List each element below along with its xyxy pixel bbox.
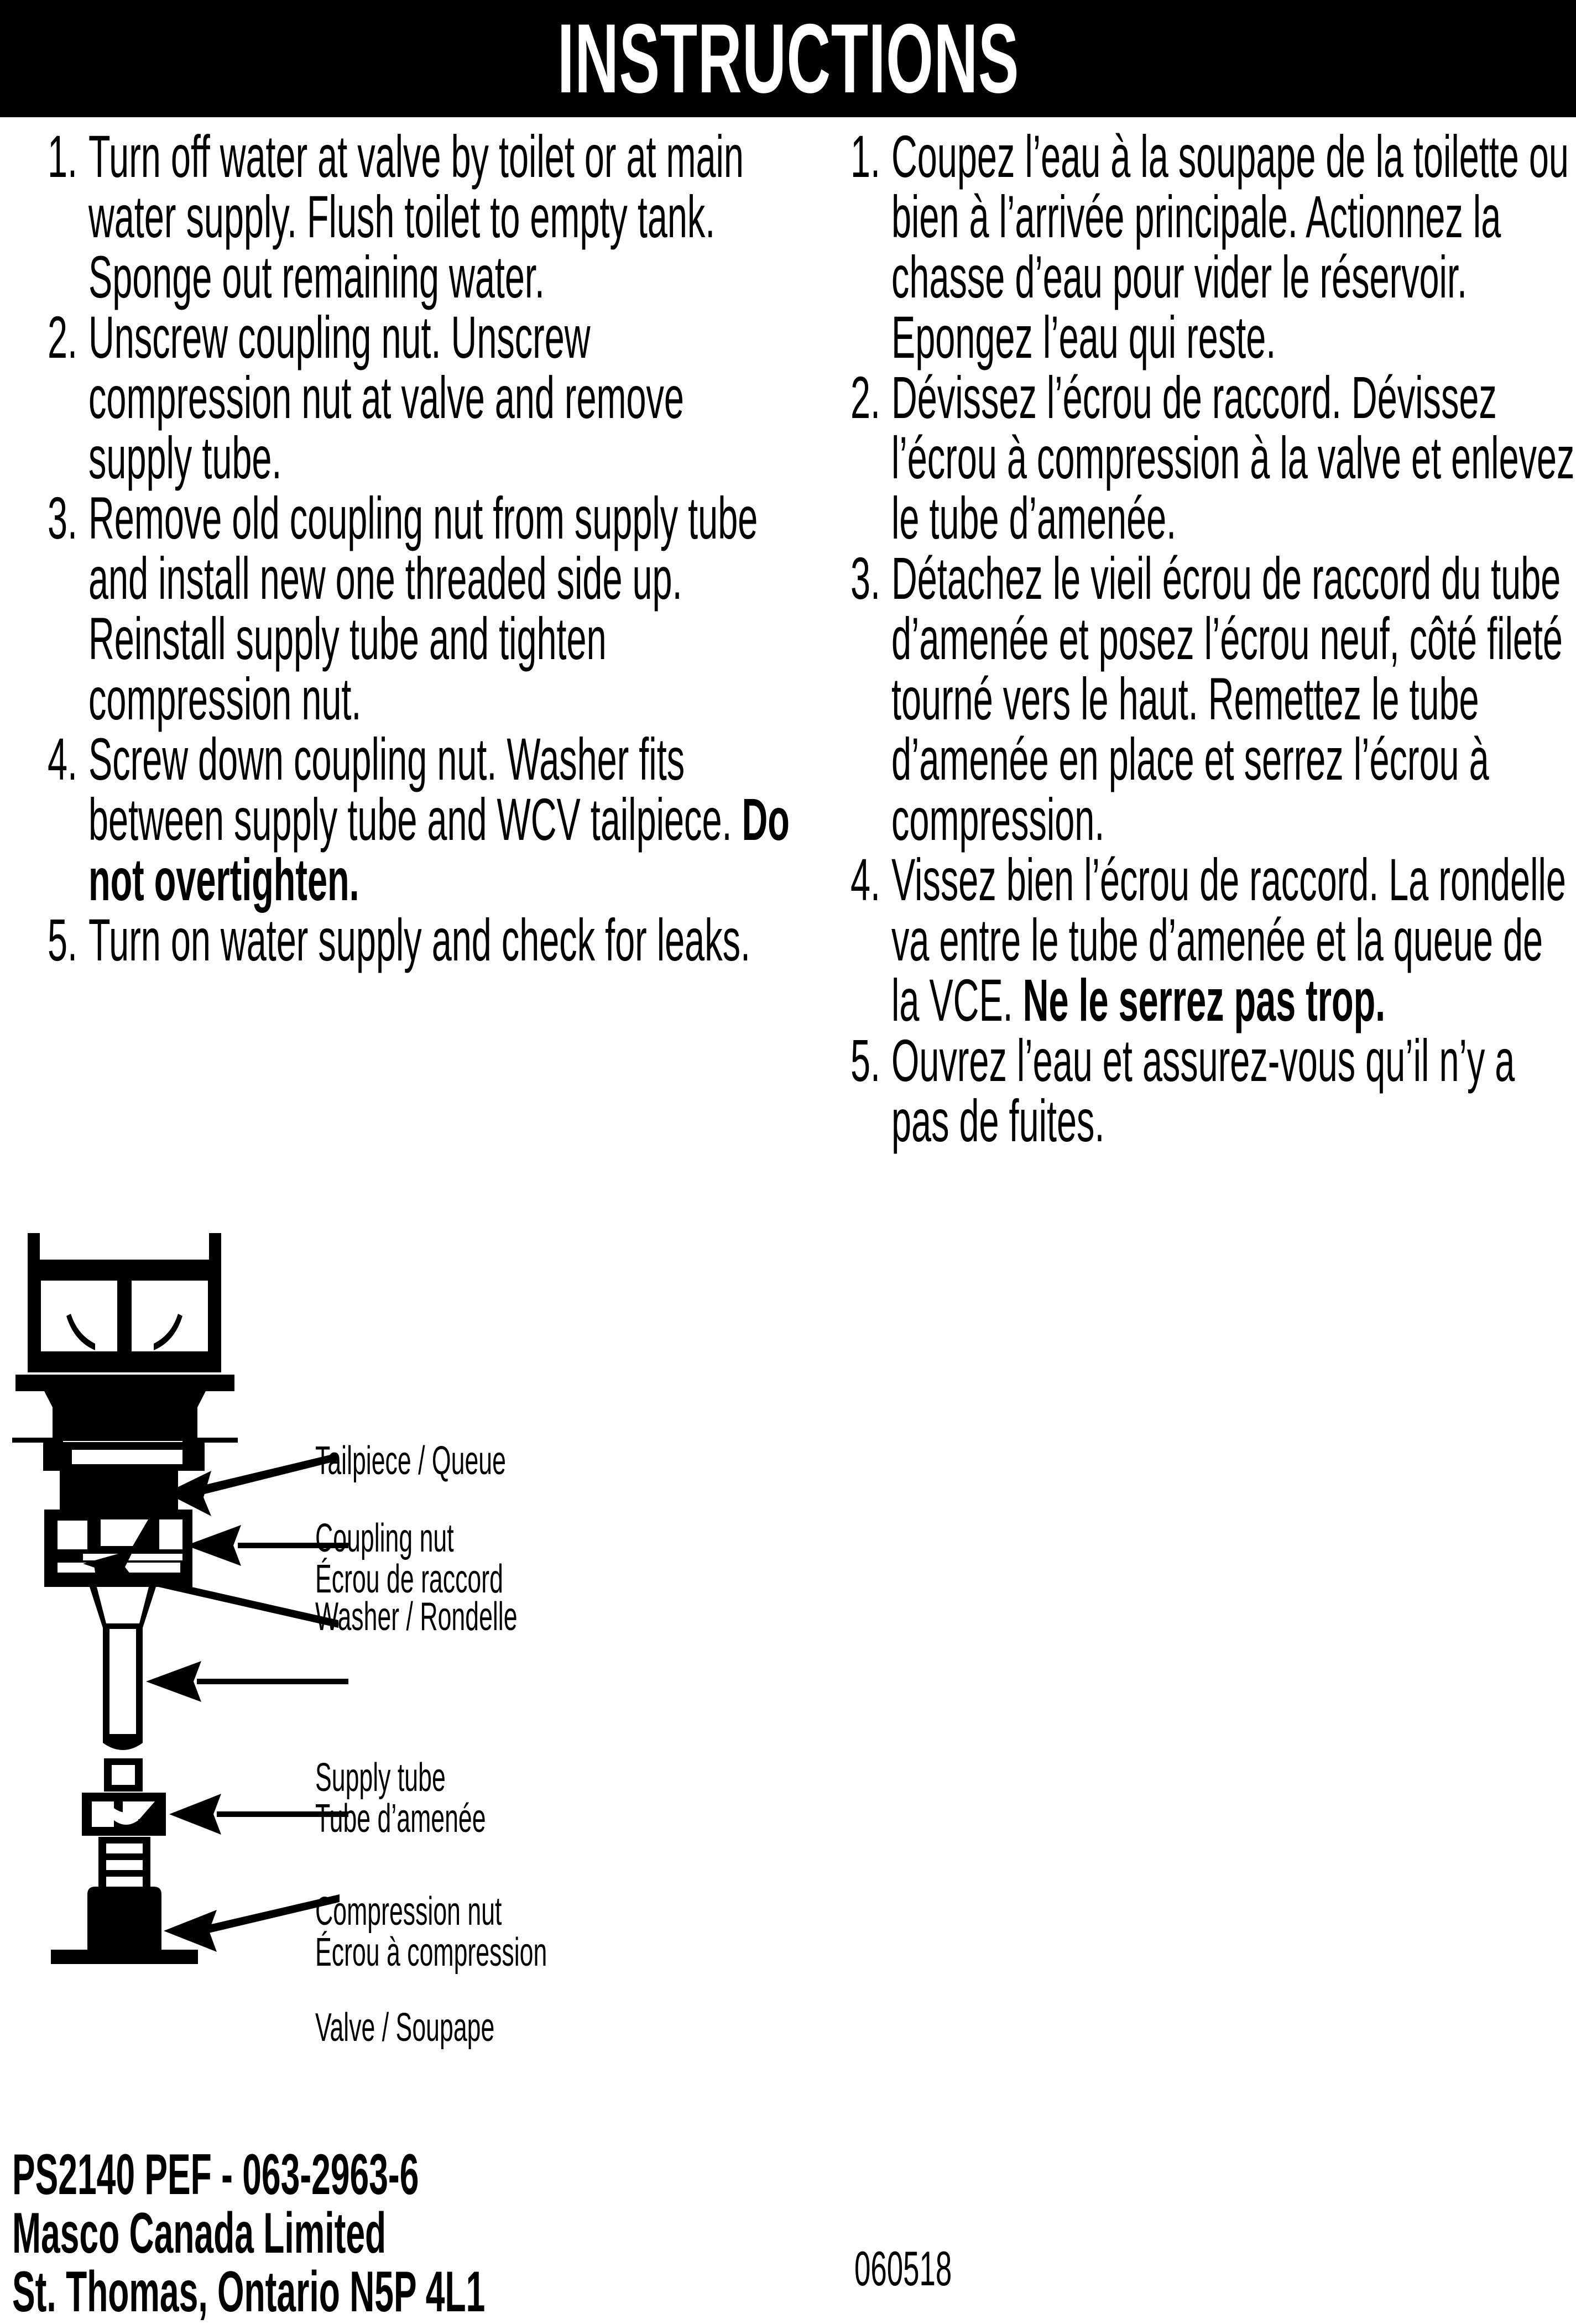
callout-coupling-nut xyxy=(315,1518,503,1600)
footer-company: Masco Canada Limited xyxy=(12,2201,387,2265)
callout-compression-nut-line2: Écrou à compression xyxy=(315,1930,547,1975)
step-body: Turn on water supply and check for leaks. xyxy=(88,906,750,973)
step-item xyxy=(818,545,1576,853)
footer xyxy=(12,2143,1561,2324)
chamber-divider-icon xyxy=(123,1273,126,1292)
valve-base-plate-icon xyxy=(51,1950,198,1964)
callout-supply-tube-line2: Tube d’amenée xyxy=(315,1796,486,1841)
step-text xyxy=(891,846,1576,1033)
step-item xyxy=(818,1027,1576,1154)
step-text xyxy=(88,484,792,732)
step-text xyxy=(88,304,792,491)
step-text xyxy=(88,906,792,973)
step-text xyxy=(891,1027,1576,1154)
callout-tailpiece xyxy=(315,1440,506,1481)
step-item xyxy=(15,484,790,732)
step-warning: Ne le serrez pas trop. xyxy=(1022,967,1386,1033)
step-number: 4. xyxy=(850,846,880,913)
valve-thread-icon xyxy=(98,1837,150,1891)
chamber-fillet-left-icon xyxy=(66,1314,95,1350)
assembly-diagram-svg xyxy=(0,1233,774,2129)
step-number: 4. xyxy=(47,725,77,792)
coupling-nut-slot-icon xyxy=(83,1554,182,1560)
step-body: Détachez le vieil écrou de raccord du tube d’amenée et posez l’écrou neuf, côté fileté tourné vers le haut. Remettez le tube d’amenée en place et serrez l’écrou à compression. xyxy=(891,545,1563,853)
callout-washer-line1: Washer / Rondelle xyxy=(315,1595,518,1639)
callout-tailpiece-line1: Tailpiece / Queue xyxy=(315,1439,506,1483)
step-number: 5. xyxy=(47,906,77,973)
step-item xyxy=(15,123,790,310)
callout-coupling-nut-line2: Écrou de raccord xyxy=(315,1557,503,1601)
ferrule-icon xyxy=(104,1758,143,1792)
step-text xyxy=(891,545,1576,853)
step-body: Unscrew coupling nut. Unscrew compression nut at valve and remove supply tube. xyxy=(88,304,684,491)
page-title: INSTRUCTIONS xyxy=(557,3,1019,113)
callout-valve-line1: Valve / Soupape xyxy=(315,2006,495,2050)
callout-valve xyxy=(315,2007,494,2048)
arrowhead-valve-icon xyxy=(164,1910,217,1952)
step-number: 2. xyxy=(850,364,880,431)
instructions-column-french xyxy=(818,123,1576,1154)
step-number: 5. xyxy=(850,1027,880,1094)
step-body: Ouvrez l’eau et assurez-vous qu’il n’y a pas de fuites. xyxy=(891,1027,1515,1154)
step-body: Remove old coupling nut from supply tube and install new one threaded side up. Reinstall supply tube and tighten compression nut. xyxy=(88,484,758,732)
step-item xyxy=(15,304,790,491)
supply-tube-icon xyxy=(103,1623,143,1741)
washer-icon xyxy=(43,1442,205,1471)
valve-body-icon xyxy=(87,1887,161,1952)
step-body: Coupez l’eau à la soupape de la toilette ou bien à l’arrivée principale. Actionnez la chasse d’eau pour vider le réservoir. Epongez l’eau qui reste. xyxy=(891,123,1569,370)
step-text xyxy=(891,364,1576,551)
step-body: Dévissez l’écrou de raccord. Dévissez l’écrou à compression à la valve et enlevez le tube d’amenée. xyxy=(891,364,1575,551)
step-text xyxy=(88,123,792,310)
diagram-parts xyxy=(12,1233,348,1964)
arrowhead-supply-tube-icon xyxy=(146,1661,201,1702)
footer-date-code: 060518 xyxy=(854,2241,952,2296)
step-item xyxy=(818,123,1576,370)
callout-supply-tube-line1: Supply tube xyxy=(315,1756,446,1800)
footer-address: St. Thomas, Ontario N5P 4L1 xyxy=(12,2260,486,2324)
step-number: 1. xyxy=(47,123,77,190)
leader-line-supply-tube xyxy=(197,1679,348,1684)
step-text xyxy=(88,725,792,913)
step-number: 3. xyxy=(850,545,880,612)
step-item xyxy=(818,364,1576,551)
callout-compression-nut xyxy=(315,1891,547,1973)
step-body: Turn off water at valve by toilet or at main water supply. Flush toilet to empty tank. Sponge out remaining water. xyxy=(88,123,744,310)
step-warning: Do not overtighten. xyxy=(88,786,790,913)
cone-guide-line-right-icon xyxy=(182,1438,238,1443)
tailpiece-shank-icon xyxy=(60,1471,178,1510)
instructions-header-band xyxy=(0,0,1576,117)
step-body: Screw down coupling nut. Washer fits between supply tube and WCV tailpiece. xyxy=(88,725,742,853)
step-number: 1. xyxy=(850,123,880,190)
step-body: Vissez bien l’écrou de raccord. La rondelle va entre le tube d’amenée et la queue de la VCE. xyxy=(891,846,1566,1033)
assembly-diagram xyxy=(0,1233,774,2129)
footer-part-number: PS2140 PEF - 063-2963-6 xyxy=(12,2143,419,2207)
arrowhead-compression-nut-icon xyxy=(169,1794,221,1835)
arrowhead-coupling-nut-icon xyxy=(186,1525,241,1566)
tailpiece-cone-icon xyxy=(53,1391,197,1441)
step-item xyxy=(818,846,1576,1033)
chamber-fillet-right-icon xyxy=(154,1314,182,1350)
compression-nut-bore-icon xyxy=(114,1808,138,1825)
steps-list-french xyxy=(818,123,1576,1154)
step-item xyxy=(15,725,790,913)
instructions-column-english xyxy=(15,123,790,973)
step-item xyxy=(15,906,790,973)
cone-guide-line-left-icon xyxy=(12,1438,63,1443)
step-number: 3. xyxy=(47,484,77,551)
step-text xyxy=(891,123,1576,370)
chamber-underslot-icon xyxy=(28,1361,221,1372)
callout-washer xyxy=(315,1596,518,1637)
callout-supply-tube xyxy=(315,1757,486,1839)
steps-list-english xyxy=(15,123,790,973)
callout-compression-nut-line1: Compression nut xyxy=(315,1889,502,1934)
step-number: 2. xyxy=(47,304,77,370)
callout-coupling-nut-line1: Coupling nut xyxy=(315,1516,454,1560)
